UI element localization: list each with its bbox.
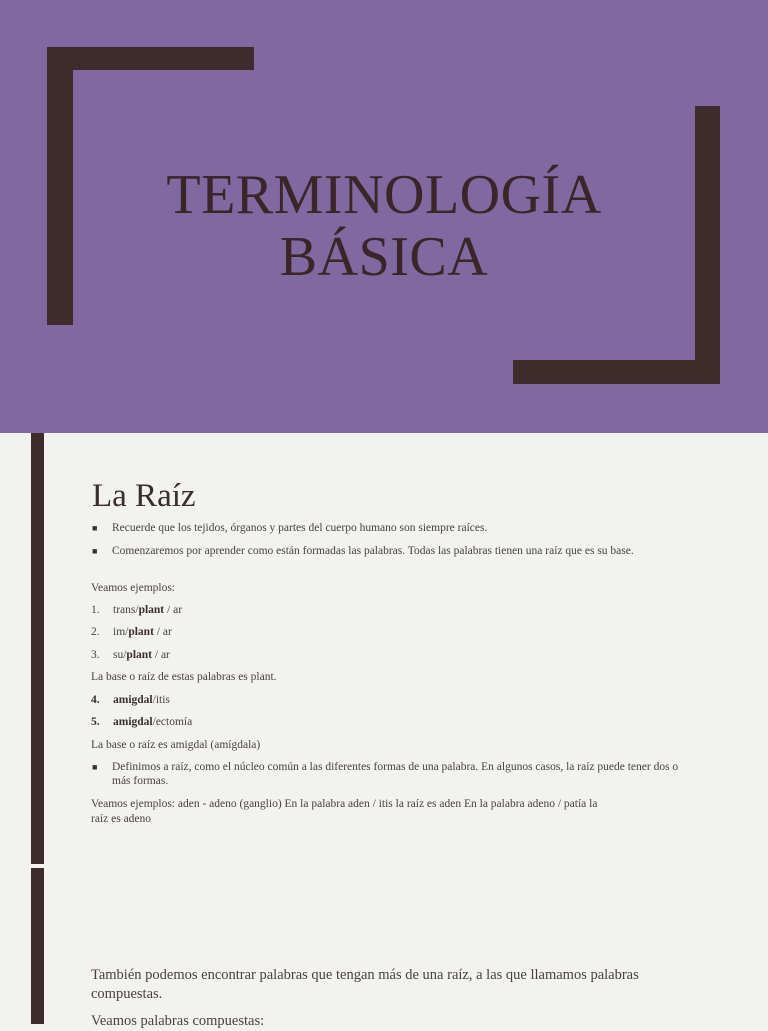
base-note: La base o raíz de estas palabras es plant. <box>91 671 277 683</box>
top-left-bracket-horizontal <box>47 47 254 70</box>
bullet-text: Definimos a raíz, como el núcleo común a las diferentes formas de una palabra. En algunos casos, la raíz puede tener dos o más formas. <box>112 761 679 787</box>
example-item <box>91 603 182 617</box>
example-root: plant <box>126 649 152 661</box>
bottom-right-bracket-horizontal <box>513 360 720 384</box>
examples-intro: Veamos ejemplos: <box>91 582 175 594</box>
example-root: plant <box>128 626 154 638</box>
bullet-text: Comenzaremos por aprender como están formadas las palabras. Todas las palabras tienen una raíz que es su base. <box>112 545 634 557</box>
examples-line: raíz es adeno <box>91 813 152 825</box>
example-suffix: / ar <box>153 626 172 638</box>
example-prefix: im/ <box>113 626 129 638</box>
example-item <box>91 715 192 729</box>
example-number: 1. <box>91 604 100 616</box>
example-root: amigdal <box>113 694 153 706</box>
title-slide <box>0 0 768 433</box>
example-suffix: / ar <box>164 604 183 616</box>
example-number: 3. <box>91 649 100 661</box>
compound-intro: También podemos encontrar palabras que tengan más de una raíz, a las que llamamos palabras compuestas. <box>91 967 639 1002</box>
base-note: La base o raíz es amigdal (amígdala) <box>91 739 261 751</box>
example-suffix: / ar <box>152 649 170 661</box>
example-number: 2. <box>91 626 100 638</box>
example-suffix: /ectomía <box>152 716 193 728</box>
slide-title-line1: TERMINOLOGÍA <box>166 164 602 226</box>
section-heading: La Raíz <box>92 478 196 514</box>
slide-title-line2: BÁSICA <box>279 226 489 288</box>
example-number: 4. <box>91 694 100 706</box>
example-prefix: trans/ <box>113 604 139 616</box>
bullet-text: Recuerde que los tejidos, órganos y partes del cuerpo humano son siempre raíces. <box>112 522 488 534</box>
bullet-marker: ■ <box>92 762 98 772</box>
example-item <box>91 625 172 639</box>
compound-examples-heading: Veamos palabras compuestas: <box>91 1013 265 1029</box>
example-number: 5. <box>91 716 100 728</box>
slide2-accent-bar <box>31 433 44 864</box>
examples-line: Veamos ejemplos: aden - adeno (ganglio) En la palabra aden / itis la raíz es aden En la palabra adeno / patía la <box>91 798 598 810</box>
example-prefix: su/ <box>113 649 127 661</box>
slide3-accent-bar <box>31 868 44 1024</box>
example-item <box>91 648 170 662</box>
bullet-marker: ■ <box>92 523 98 533</box>
example-root: plant <box>138 604 165 616</box>
example-item <box>91 693 170 707</box>
bullet-marker: ■ <box>92 546 98 556</box>
example-suffix: /itis <box>152 694 170 706</box>
example-root: amigdal <box>113 716 153 728</box>
